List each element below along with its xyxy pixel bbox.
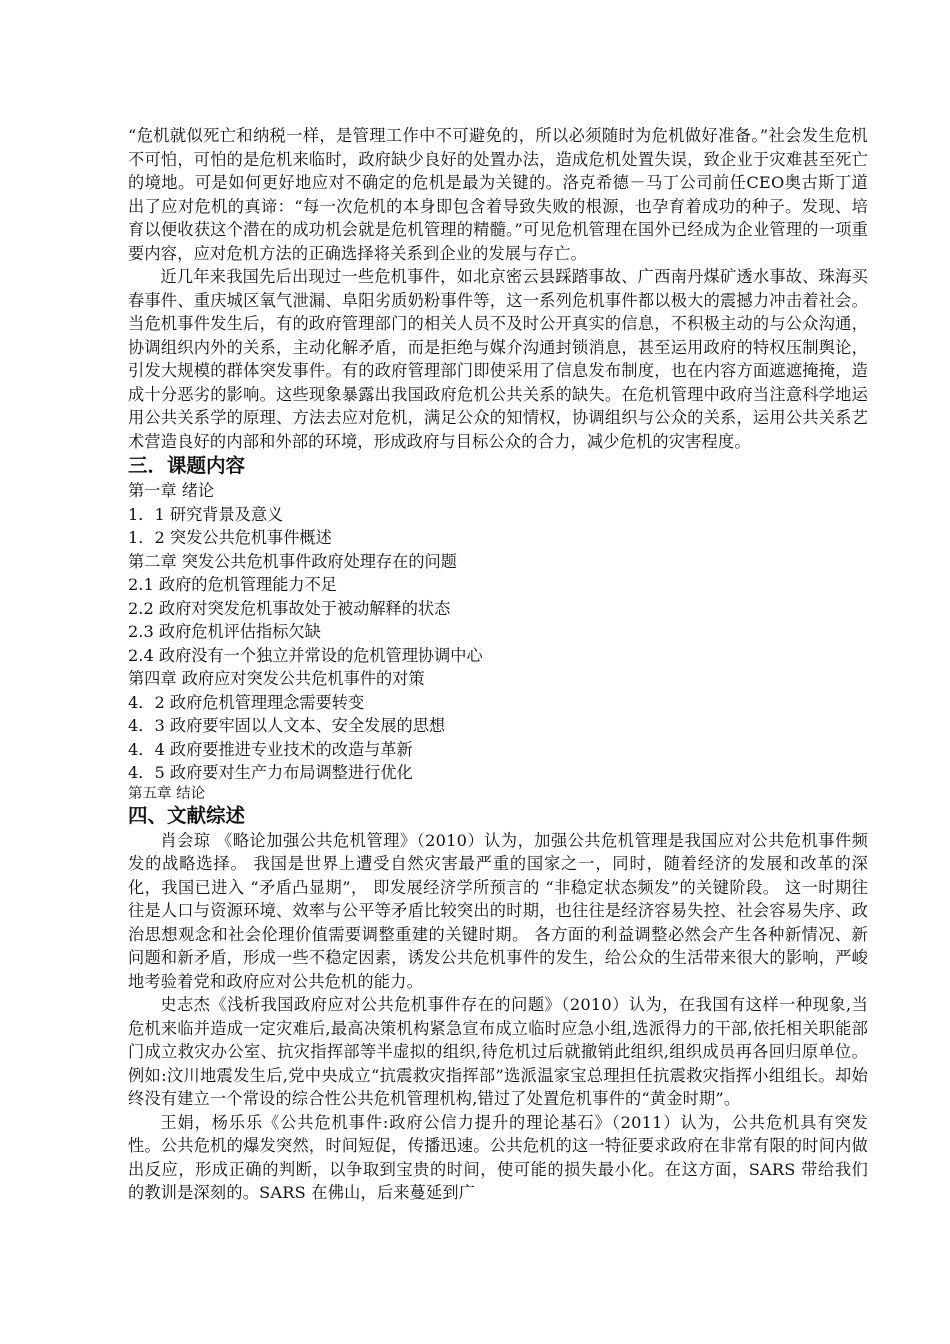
outline-item: 4．3 政府要牢固以人文本、安全发展的思想: [128, 716, 446, 735]
outline-item: 第五章 结论: [128, 785, 206, 802]
outline-item: 4．2 政府危机管理理念需要转变: [128, 692, 365, 712]
outline-item: 第四章 政府应对突发公共危机事件的对策: [128, 669, 425, 688]
review-paragraph-1: 肖会琼 《略论加强公共危机管理》（2010）认为，加强公共危机管理是我国应对公共危机事件频发的战略选择。 我国是世界上遭受自然灾害最严重的国家之一，同时，随着经济的发展和改革的深化，我国已进入 “矛盾凸显期”， 即发展经济学所预言的 “非稳定状态频发”的关键阶段。 这一时期往往是人口与资源环境、效率与公平等矛盾比较突出的时期，也往往是经济容易失控、社会容易失序、政治思想观念和社会伦理价值需要调整重建的关键时期。 各方面的利益调整必然会产生各种新情况、新问题和新矛盾，形成一些不稳定因素，诱发公共危机事件的发生，给公众的生活带来很大的影响，严峻地考验着党和政府应对公共危机的能力。: [128, 830, 868, 991]
outline-item: 第二章 突发公共危机事件政府处理存在的问题: [128, 551, 457, 571]
review-paragraph-3: 王娟，杨乐乐《公共危机事件:政府公信力提升的理论基石》（2011）认为，公共危机具有突发性。公共危机的爆发突然，时间短促，传播迅速。公共危机的这一特征要求政府在非常有限的时间内做出反应，形成正确的判断，以争取到宝贵的时间，使可能的损失最小化。在这方面，SARS 带给我们的教训是深刻的。SARS 在佛山，后来蔓延到广: [128, 1112, 868, 1202]
outline-item: 2.4 政府没有一个独立并常设的危机管理协调中心: [128, 645, 483, 665]
section-4-heading: 四、文献综述: [128, 803, 246, 827]
outline-item: 4．5 政府要对生产力布局调整进行优化: [128, 763, 413, 782]
outline-item: 第一章 绪论: [128, 481, 215, 500]
outline-item: 2.1 政府的危机管理能力不足: [128, 575, 337, 594]
outline-item: 1．1 研究背景及意义: [128, 504, 284, 524]
outline-item: 4．4 政府要推进专业技术的改造与革新: [128, 739, 413, 759]
outline-item: 2.2 政府对突发危机事故处于被动解释的状态: [128, 598, 451, 618]
chapter-outline: [128, 479, 868, 803]
outline-item: 1．2 突发公共危机事件概述: [128, 528, 332, 547]
outline-item: 2.3 政府危机评估指标欠缺: [128, 622, 321, 641]
intro-paragraph-1: “危机就似死亡和纳税一样，是管理工作中不可避免的，所以必须随时为危机做好准备。”社会发生危机不可怕，可怕的是危机来临时，政府缺少良好的处置办法，造成危机处置失误，致企业于灾难甚至死亡的境地。可是如何更好地应对不确定的危机是最为关键的。洛克希德－马丁公司前任CEO奥古斯丁道出了应对危机的真谛：“每一次危机的本身即包含着导致失败的根源，也孕育着成功的种子。发现、培育以便收获这个潜在的成功机会就是危机管理的精髓。”可见危机管理在国外已经成为企业管理的一项重要内容，应对危机方法的正确选择将关系到企业的发展与存亡。: [128, 126, 868, 263]
intro-paragraph-2: 近几年来我国先后出现过一些危机事件，如北京密云县踩踏事故、广西南丹煤矿透水事故、珠海买春事件、重庆城区氧气泄漏、阜阳劣质奶粉事件等，这一系列危机事件都以极大的震撼力冲击着社会。当危机事件发生后，有的政府管理部门的相关人员不及时公开真实的信息，不积极主动的与公众沟通，协调组织内外的关系，主动化解矛盾，而是拒绝与媒介沟通封锁消息，甚至运用政府的特权压制舆论，引发大规模的群体突发事件。有的政府管理部门即使采用了信息发布制度，也在内容方面遮遮掩掩，造成十分恶劣的影响。这些现象暴露出我国政府危机公共关系的缺失。在危机管理中政府当注意科学地运用公共关系学的原理、方法去应对危机，满足公众的知情权，协调组织与公众的关系，运用公共关系艺术营造良好的内部和外部的环境，形成政府与目标公众的合力，减少危机的灾害程度。: [128, 267, 868, 451]
review-paragraph-2: 史志杰《浅析我国政府应对公共危机事件存在的问题》（2010）认为，在我国有这样一种现象,当危机来临并造成一定灾难后,最高决策机构紧急宣布成立临时应急小组,选派得力的干部,依托相关职能部门成立救灾办公室、抗灾指挥部等半虚拟的组织,待危机过后就撤销此组织,组织成员再各回归原单位。例如:汶川地震发生后,党中央成立“抗震救灾指挥部”选派温家宝总理担任抗震救灾指挥小组组长。却始终没有建立一个常设的综合性公共危机管理机构,错过了处置危机事件的“黄金时期”。: [128, 995, 868, 1108]
section-3-heading: 三．课题内容: [128, 454, 246, 477]
